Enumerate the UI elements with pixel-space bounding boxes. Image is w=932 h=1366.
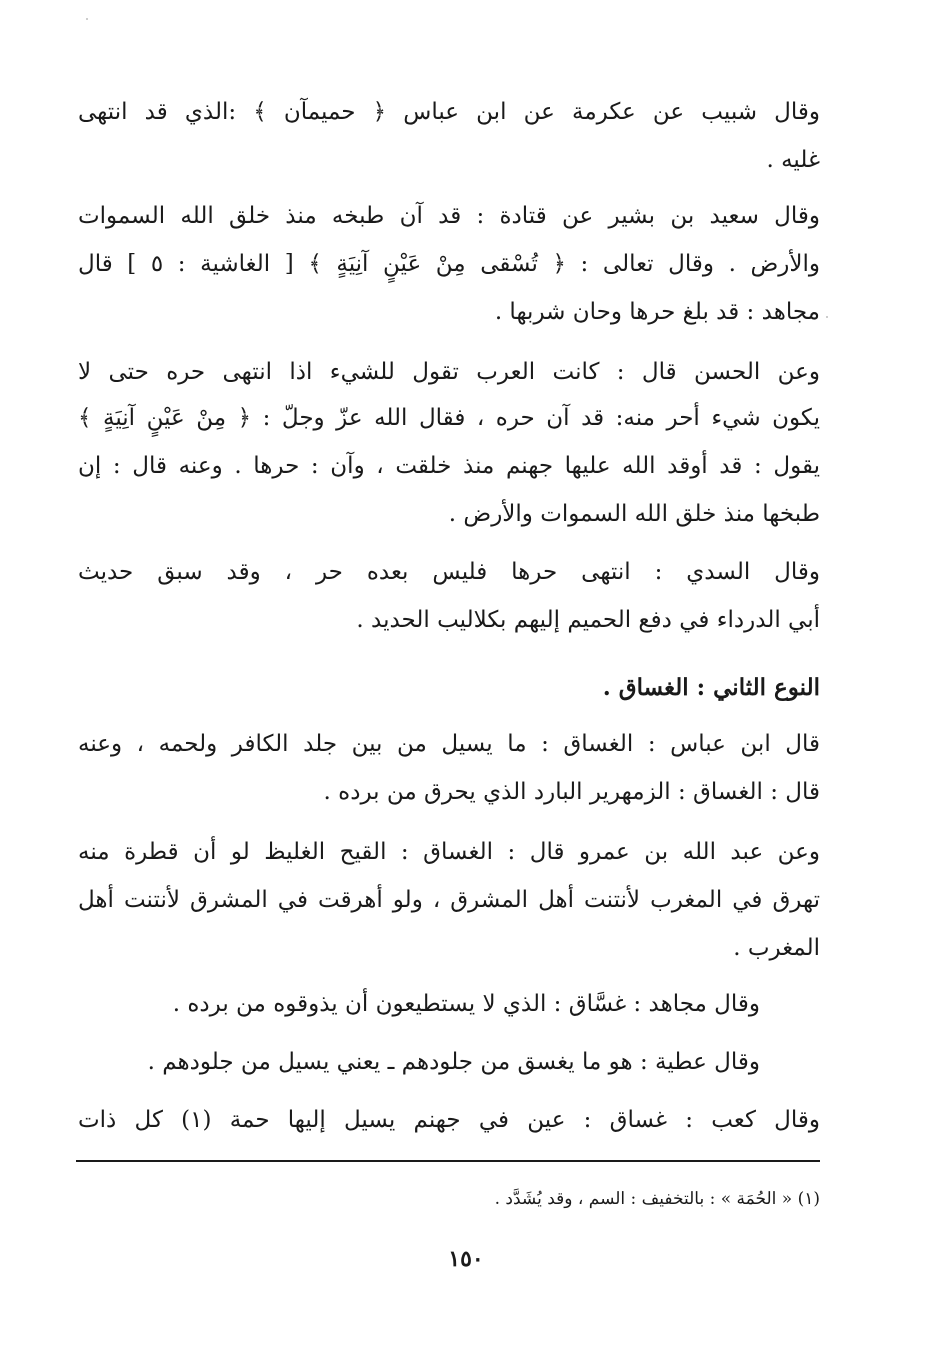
text-line: وقال سعيد بن بشير عن قتادة : قد آن طبخه منذ خلق الله السموات bbox=[78, 203, 820, 229]
text-line: المغرب . bbox=[733, 935, 820, 961]
text-line: طبخها منذ خلق الله السموات والأرض . bbox=[448, 501, 820, 527]
text-line: يكون شيء أحر منه: قد آن حره ، فقال الله عزّ وجلّ : ﴿ مِنْ عَيْنٍ آنِيَةٍ ﴾ bbox=[78, 405, 820, 431]
text-line: قال ابن عباس : الغساق : ما يسيل من بين جلد الكافر ولحمه ، وعنه bbox=[78, 731, 820, 757]
text-line: وقال كعب : غساق : عين في جهنم يسيل إليها حمة (١) كل ذات bbox=[78, 1107, 821, 1133]
scan-speck bbox=[86, 18, 88, 20]
text-line: يقول : قد أوقد الله عليها جهنم منذ خلقت ، وآن : حرها . وعنه قال : إن bbox=[78, 453, 820, 479]
text-line: وقال عطية : هو ما يغسق من جلودهم ـ يعني يسيل من جلودهم . bbox=[147, 1049, 760, 1075]
footnote-divider bbox=[76, 1160, 820, 1162]
text-line: تهرق في المغرب لأنتنت أهل المشرق ، ولو أهرقت في المشرق لأنتنت أهل bbox=[78, 887, 820, 913]
text-line: وقال مجاهد : غسَّاق : الذي لا يستطيعون أن يذوقوه من برده . bbox=[172, 991, 760, 1017]
text-line: مجاهد : قد بلغ حرها وحان شربها . bbox=[494, 299, 820, 325]
text-line: وقال شبيب عن عكرمة عن ابن عباس ﴿ حميمآن ﴾ :الذي قد انتهى bbox=[78, 99, 820, 125]
footnote: (١) « الحُمَة » : بالتخفيف : السم ، وقد يُشَدَّد . bbox=[494, 1189, 820, 1209]
text-line: غليه . bbox=[766, 147, 820, 173]
text-line: والأرض . وقال تعالى : ﴿ تُسْقى مِنْ عَيْنٍ آنِيَةٍ ﴾ [ الغاشية : ٥ ] قال bbox=[78, 251, 820, 277]
text-line: وعن عبد الله بن عمرو قال : الغساق : القيح الغليظ لو أن قطرة منه bbox=[78, 839, 820, 865]
section-heading: النوع الثاني : الغساق . bbox=[602, 674, 820, 701]
text-line: وقال السدي : انتهى حرها فليس بعده حر ، وقد سبق حديث bbox=[78, 559, 820, 585]
scan-speck bbox=[826, 316, 828, 318]
page-number: ١٥٠ bbox=[448, 1246, 484, 1272]
text-line: وعن الحسن قال : كانت العرب تقول للشيء اذا انتهى حره حتى لا bbox=[78, 359, 820, 385]
text-line: قال : الغساق : الزمهرير البارد الذي يحرق من برده . bbox=[323, 779, 820, 805]
text-line: أبي الدرداء في دفع الحميم إليهم بكلاليب الحديد . bbox=[356, 607, 820, 633]
